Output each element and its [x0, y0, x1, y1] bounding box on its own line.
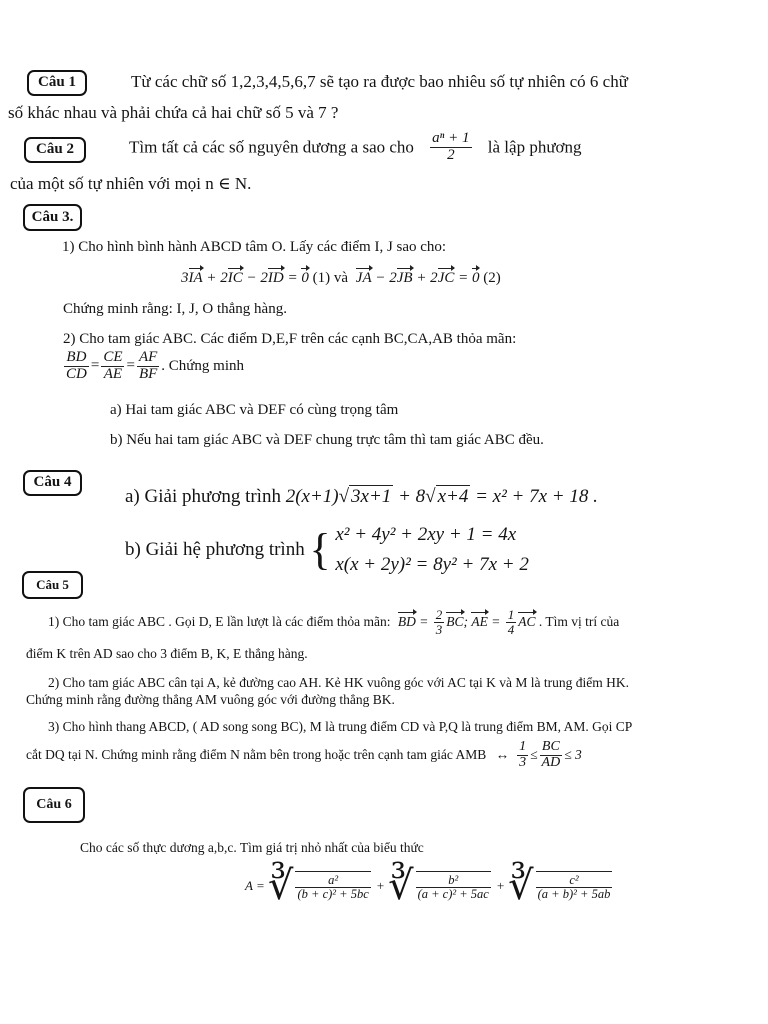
equation-1-tail: (1) và: [312, 270, 349, 286]
question-3-part-2-intro: 2) Cho tam giác ABC. Các điểm D,E,F trên các cạnh BC,CA,AB thỏa mãn:: [63, 331, 517, 347]
question-5-badge: Câu 5: [22, 571, 83, 599]
question-2-badge: Câu 2: [24, 137, 86, 163]
part-a-label: a) Giải phương trình: [125, 486, 281, 507]
question-3-ratio-line: $\frac{BD}{CD}$ = $\frac{CE}{AE}$ = $\frac{AF}{BF}$ . Chứng minh: [66, 349, 245, 382]
part-1-text-a: 1) Cho tam giác ABC . Gọi D, E lần lượt là các điểm thỏa mãn:: [48, 614, 391, 630]
question-5-part-3-line-1: 3) Cho hình thang ABCD, ( AD song song BC), M là trung điểm CD và P,Q là trung điểm BM, AM. Gọi CP: [48, 719, 633, 734]
fraction-numerator: aⁿ + 1: [432, 130, 470, 146]
question-6-intro: Cho các số thực dương a,b,c. Tìm giá trị nhỏ nhất của biểu thức: [80, 840, 424, 855]
question-1-badge: Câu 1: [27, 70, 87, 96]
question-2-fraction: [430, 131, 471, 164]
question-3-part-1-intro: 1) Cho hình bình hành ABCD tâm O. Lấy các điểm I, J sao cho:: [62, 239, 447, 255]
system-brace: {: [309, 525, 331, 574]
question-3-badge: Câu 3.: [23, 204, 82, 231]
part-b-label: b) Giải hệ phương trình: [125, 539, 305, 560]
question-4-part-b: [125, 520, 529, 580]
question-5-part-2-line-1: 2) Cho tam giác ABC cân tại A, kẻ đường cao AH. Kẻ HK vuông góc với AC tại K và M là trung điểm HK.: [48, 675, 630, 690]
fraction-denominator: 2: [447, 146, 455, 163]
equation-a: 2(x+1)√ 3x+1 + 8√ x+4 = x² + 7x + 18 .: [285, 486, 598, 507]
question-2-line-1: [129, 131, 582, 164]
question-4-badge: Câu 4: [23, 470, 82, 496]
question-2-post: là lập phương: [487, 137, 582, 157]
part-1-text-b: . Tìm vị trí của: [538, 614, 620, 630]
question-5-part-1-line-1: 1) Cho tam giác ABC . Gọi D, E lần lượt là các điểm thỏa mãn: BD = $\frac{2}{3}$ BC; AE = $\frac{1}{4}$ AC . Tìm vị trí của: [48, 607, 620, 637]
question-5-part-2-line-2: Chứng minh rằng đường thẳng AM vuông góc với đường thẳng BK.: [26, 692, 395, 707]
question-1-line-2: số khác nhau và phải chứa cả hai chữ số 5 và 7 ?: [8, 103, 339, 122]
question-3-vector-equations: 3IA + 2IC − 2ID = 0 (1) và JA − 2JB + 2JC = 0 (2): [181, 270, 501, 286]
part-3-text: cắt DQ tại N. Chứng minh rằng điểm N nằm bên trong hoặc trên cạnh tam giác AMB: [26, 747, 487, 763]
question-3-part-1-prove: Chứng minh rằng: I, J, O thẳng hàng.: [63, 301, 287, 317]
equation-2-tail: (2): [483, 270, 501, 286]
question-3-part-2-b: b) Nếu hai tam giác ABC và DEF chung trực tâm thì tam giác ABC đều.: [110, 432, 544, 448]
question-1-line-1: Từ các chữ số 1,2,3,4,5,6,7 sẽ tạo ra được bao nhiêu số tự nhiên có 6 chữ: [131, 72, 628, 91]
question-4-part-a: [125, 485, 598, 508]
question-3-part-2-a: a) Hai tam giác ABC và DEF có cùng trọng tâm: [110, 402, 399, 418]
system-equation-1: x² + 4y² + 2xy + 1 = 4x: [335, 524, 517, 545]
question-6-badge: Câu 6: [23, 787, 85, 823]
system-equation-2: x(x + 2y)² = 8y² + 7x + 2: [335, 554, 529, 575]
question-5-part-1-line-2: điểm K trên AD sao cho 3 điểm B, K, E thẳng hàng.: [26, 646, 308, 661]
question-2-pre: Tìm tất cả các số nguyên dương a sao cho: [129, 137, 414, 157]
question-6-expression: A = ∛ $\frac{\text{a²}}{\text{(b + c)² + 5bc}}$ + ∛ $\frac{\text{b²}}{\text{(a + c)² + 5ac}}$ + ∛ $\frac{\text{c²}}{\text{(a + b)² + 5ab}}$: [245, 863, 611, 908]
ratio-tail: . Chứng minh: [161, 357, 245, 374]
question-5-part-3-line-2: cắt DQ tại N. Chứng minh rằng điểm N nằm bên trong hoặc trên cạnh tam giác AMB ↔ $\frac{1}{3}$ ≤ $\frac{BC}{AD}$ ≤ 3: [26, 739, 582, 770]
question-2-line-2: của một số tự nhiên với mọi n ∈ N.: [10, 174, 252, 193]
